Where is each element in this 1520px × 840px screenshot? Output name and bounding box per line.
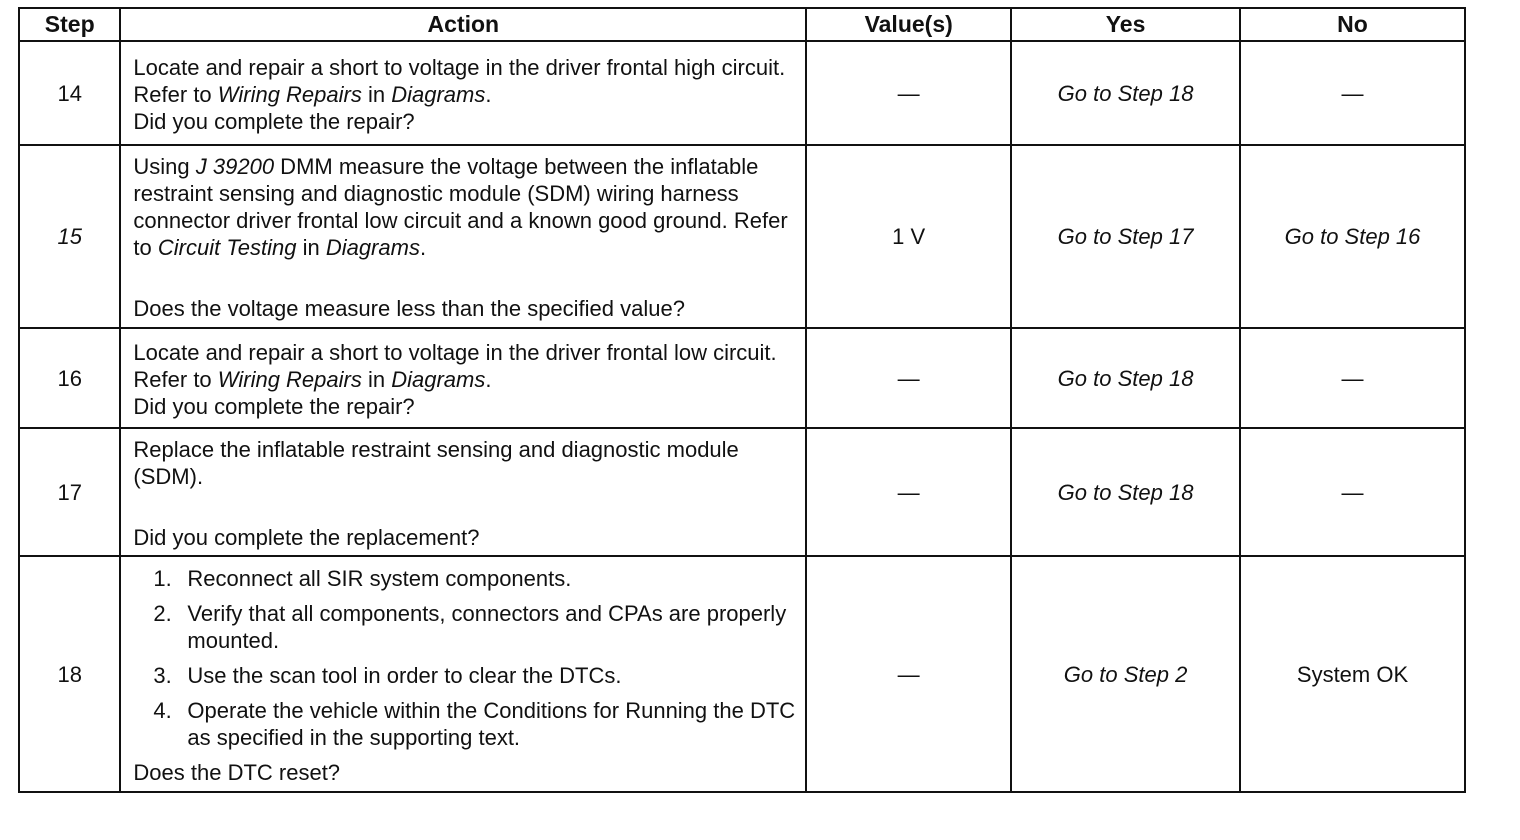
action-question: Does the DTC reset? <box>133 759 341 785</box>
yes-cell: Go to Step 18 <box>1011 41 1240 145</box>
step-number: 16 <box>19 328 120 428</box>
step-number: 14 <box>19 41 120 145</box>
value-cell: 1 V <box>806 145 1011 328</box>
list-item: 2. Verify that all components, connectors and CPAs are properly mounted. <box>153 600 787 653</box>
header-step: Step <box>19 8 120 41</box>
value-cell: — <box>806 328 1011 428</box>
action-cell <box>120 41 806 145</box>
action-question: Did you complete the replacement? <box>133 524 480 550</box>
value-cell: — <box>806 41 1011 145</box>
action-question: Did you complete the repair? <box>133 393 415 419</box>
table-row <box>19 428 1465 556</box>
no-cell: System OK <box>1240 556 1465 792</box>
action-text: Replace the inflatable restraint sensing and diagnostic module (SDM). <box>133 436 739 489</box>
table-row <box>19 328 1465 428</box>
header-values: Value(s) <box>806 8 1011 41</box>
value-cell: — <box>806 556 1011 792</box>
action-cell <box>120 328 806 428</box>
header-action: Action <box>120 8 806 41</box>
procedure-list <box>133 565 795 751</box>
step-number: 17 <box>19 428 120 556</box>
table-row <box>19 556 1465 792</box>
action-cell <box>120 145 806 328</box>
action-text: Using J 39200 DMM measure the voltage between the inflatable restraint sensing and diagnostic module (SDM) wiring harness connector driver frontal low circuit and a known good ground. Refer to Circuit Testing in Diagrams. <box>133 154 788 260</box>
diagnostic-table <box>18 7 1466 793</box>
header-yes: Yes <box>1011 8 1240 41</box>
action-text: Locate and repair a short to voltage in the driver frontal high circuit. Refer to Wiring Repairs in Diagrams. <box>133 54 786 107</box>
header-row <box>19 8 1465 41</box>
value-cell: — <box>806 428 1011 556</box>
list-item: 4. Operate the vehicle within the Conditions for Running the DTC as specified in the supporting text. <box>153 697 796 750</box>
yes-cell: Go to Step 18 <box>1011 428 1240 556</box>
table-row <box>19 145 1465 328</box>
yes-cell: Go to Step 18 <box>1011 328 1240 428</box>
yes-cell: Go to Step 2 <box>1011 556 1240 792</box>
step-number: 15 <box>19 145 120 328</box>
action-cell <box>120 556 806 792</box>
table-row <box>19 41 1465 145</box>
action-cell <box>120 428 806 556</box>
action-text: Locate and repair a short to voltage in the driver frontal low circuit. Refer to Wiring Repairs in Diagrams. <box>133 339 777 392</box>
no-cell: — <box>1240 41 1465 145</box>
step-number: 18 <box>19 556 120 792</box>
list-item: 3. Use the scan tool in order to clear the DTCs. <box>153 662 622 688</box>
action-question: Does the voltage measure less than the specified value? <box>133 296 685 321</box>
list-item: 1. Reconnect all SIR system components. <box>153 565 572 591</box>
no-cell: — <box>1240 328 1465 428</box>
no-cell: Go to Step 16 <box>1240 145 1465 328</box>
header-no: No <box>1240 8 1465 41</box>
yes-cell: Go to Step 17 <box>1011 145 1240 328</box>
action-question: Did you complete the repair? <box>133 108 415 134</box>
no-cell: — <box>1240 428 1465 556</box>
